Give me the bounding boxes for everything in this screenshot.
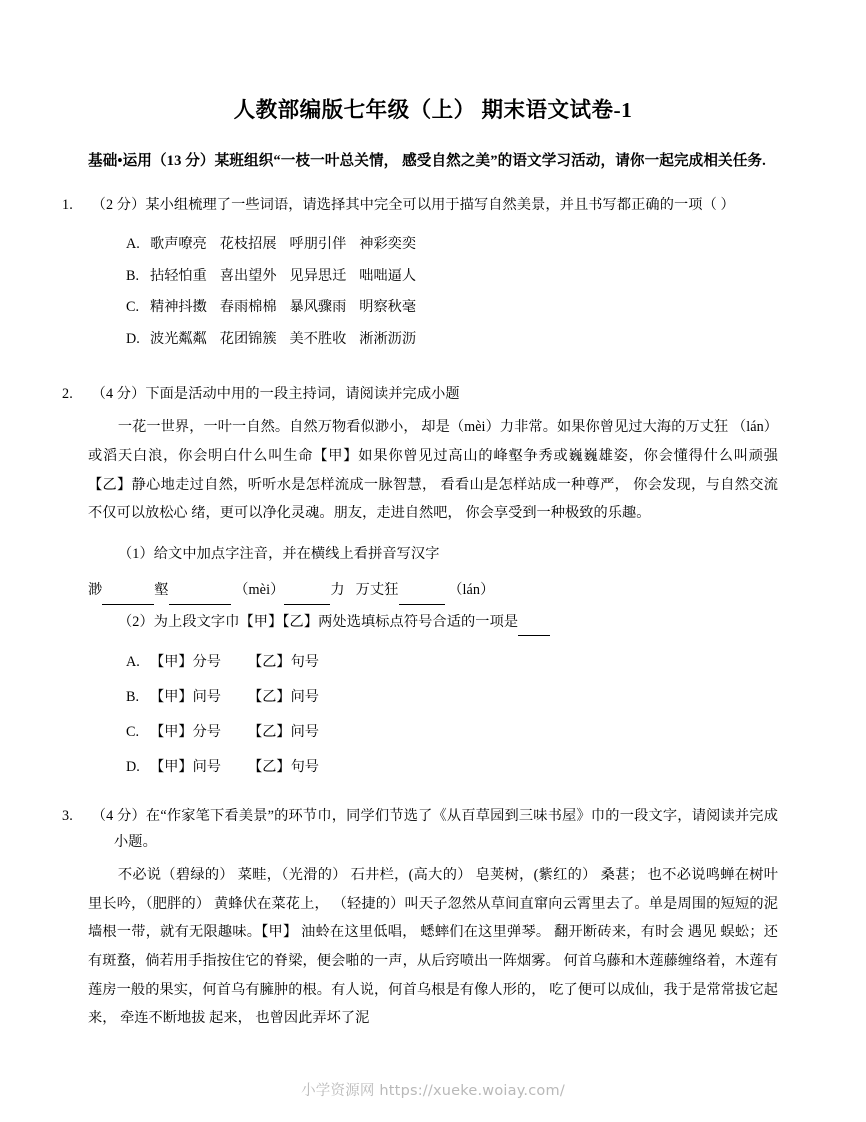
option-bracket-jia: 【甲】问号 [150, 688, 221, 705]
question-1-stem: 1. （2 分）某小组梳理了一些词语，请选择其中完全可以用于描写自然美景，并且书写都正确的一项（ ） [62, 197, 735, 214]
question-2-text: （4 分）下面是活动中用的一段主持词，请阅读并完成小题 [91, 386, 460, 402]
option-bracket-jia: 【甲】问号 [150, 758, 221, 775]
option-row[interactable] [126, 261, 778, 293]
question-2-sub1: （1）给文中加点字注音，并在横线上看拼音写汉字 [118, 546, 440, 563]
option-left [126, 645, 248, 680]
option-segment: 美不胜收 [289, 331, 347, 348]
question-2-sub2-text: （2）为上段文字巾【甲】【乙】两处选填标点符号合适的一项是 [118, 613, 519, 630]
question-1 [62, 193, 778, 356]
option-segment: 歌声嘹亮 [150, 235, 207, 252]
option-segment: 花枝招展 [219, 235, 277, 252]
option-row[interactable] [126, 715, 778, 750]
answer-blank[interactable] [284, 576, 330, 605]
answer-blank[interactable] [399, 576, 445, 605]
option-letter: B. [126, 688, 140, 705]
option-row[interactable] [126, 229, 778, 261]
pinyin-lan: （lán） [448, 581, 495, 598]
site-watermark: 小学资源网 https://xueke.woiay.com/ [301, 1083, 565, 1099]
option-letter: D. [126, 758, 140, 775]
option-letter: A. [126, 654, 140, 671]
option-row[interactable] [126, 680, 778, 715]
question-1-text: （2 分）某小组梳理了一些词语，请选择其中完全可以用于描写自然美景，并且书写都正确的一项（ ） [91, 197, 735, 214]
option-left [126, 715, 248, 750]
option-letter: A. [126, 235, 140, 252]
option-bracket-yi: 【乙】句号 [248, 758, 319, 775]
blank-char-4: 万丈狂 [355, 581, 399, 598]
option-segment: 拈轻怕重 [150, 267, 207, 284]
question-3-passage: 不必说（碧绿的） 菜畦，（光滑的） 石井栏，(高大的） 皂荚树，(紫红的） 桑葚； 也不必说鸣蝉在树叶里长吟，（肥胖的） 黄蜂伏在菜花上， （轻捷的）叫天子忽然从草间直窜向云霄里去了。单是周围的短短的泥墙根一带，就有无限趣味。【甲】 油蛉在这里低唱， 蟋蟀们在这里弹琴。 翻开断砖来，有时会 遇见 蜈蚣；还有斑蝥，倘若用手指按住它的脊梁，便会啪的一声，从后窍喷出一阵烟雾。 何首乌藤和木莲藤缠络着，木莲有莲房一般的果实，何首乌有臃肿的根。有人说，何首乌根是有像人形的， 吃了便可以成仙，我于是常常拔它起来， 牵连不断地拔 起来， 也曾因此弄坏了泥 [88, 866, 778, 1027]
option-segment: 神彩奕奕 [359, 235, 417, 252]
answer-blank[interactable] [518, 610, 550, 636]
option-left [126, 750, 248, 785]
question-3 [62, 804, 778, 1033]
option-letter: C. [126, 299, 140, 316]
question-2-passage: 一花一世界，一叶一自然。自然万物看似渺小， 却是（mèi）力非常。如果你曾见过大海的万丈狂 （lán）或滔天白浪，你会明白什么叫生命【甲】如果你曾见过高山的峰壑争秀或巍巍雄姿，你会懂得什么叫顽强【乙】静心地走过自然，听听水是怎样流成一脉智慧， 看看山是怎样站成一种尊严， 你会发现，与自然交流不仅可以放松心 绪，更可以净化灵魂。朋友，走进自然吧， 你会享受到一种极致的乐趣。 [88, 419, 778, 522]
option-segment: 咄咄逼人 [359, 267, 417, 284]
option-segment: 喜出望外 [219, 267, 277, 284]
option-segment: 淅淅沥沥 [359, 331, 417, 348]
question-3-text: （4 分）在“作家笔下看美景”的环节巾，同学们节选了《从百草园到三味书屋》巾的一段文字，请阅读并完成小题。 [91, 808, 778, 850]
option-row[interactable] [126, 324, 778, 356]
option-segment: 精神抖擞 [150, 299, 207, 316]
question-2-sub2 [88, 610, 778, 636]
blank-char-1: 渺 [88, 581, 103, 598]
option-segment: 春雨棉棉 [219, 299, 277, 316]
option-segment: 呼朋引伴 [289, 235, 347, 252]
option-letter: D. [126, 331, 140, 348]
option-segment: 花团锦簇 [219, 331, 277, 348]
option-bracket-yi: 【乙】问号 [248, 723, 319, 740]
option-row[interactable] [126, 292, 778, 324]
pinyin-mei: （mèi） [234, 581, 285, 598]
option-bracket-jia: 【甲】分号 [150, 654, 221, 671]
option-bracket-yi: 【乙】问号 [248, 688, 319, 705]
option-row[interactable] [126, 750, 778, 785]
option-letter: B. [126, 267, 140, 284]
option-segment: 波光粼粼 [150, 331, 207, 348]
option-letter: C. [126, 723, 140, 740]
intro-paragraph: 基础•运用（13 分）某班组织“一枝一叶总关情， 感受自然之美”的语文学习活动，请你一起完成相关任务. [88, 153, 766, 170]
question-2 [62, 382, 778, 784]
option-segment: 明察秋毫 [359, 299, 417, 316]
option-segment: 暴风骤雨 [289, 299, 347, 316]
question-2-stem: 2. （4 分）下面是活动中用的一段主持词，请阅读并完成小题 [62, 386, 460, 402]
answer-blank[interactable] [102, 576, 154, 605]
page-title: 人教部编版七年级（上） 期末语文试卷-1 [233, 98, 633, 122]
blank-char-3: 力 [330, 581, 345, 598]
question-3-stem: 3. （4 分）在“作家笔下看美景”的环节巾，同学们节选了《从百草园到三味书屋》巾的一段文字，请阅读并完成小题。 [62, 808, 778, 850]
answer-blank[interactable] [169, 576, 231, 605]
option-bracket-yi: 【乙】句号 [248, 654, 319, 671]
option-segment: 见异思迁 [289, 267, 347, 284]
question-2-options [88, 645, 778, 784]
blank-char-2: 壑 [154, 581, 169, 598]
question-2-blank-line[interactable] [88, 576, 778, 605]
option-bracket-jia: 【甲】分号 [150, 723, 221, 740]
option-row[interactable] [126, 645, 778, 680]
option-left [126, 680, 248, 715]
question-1-options [88, 229, 778, 356]
